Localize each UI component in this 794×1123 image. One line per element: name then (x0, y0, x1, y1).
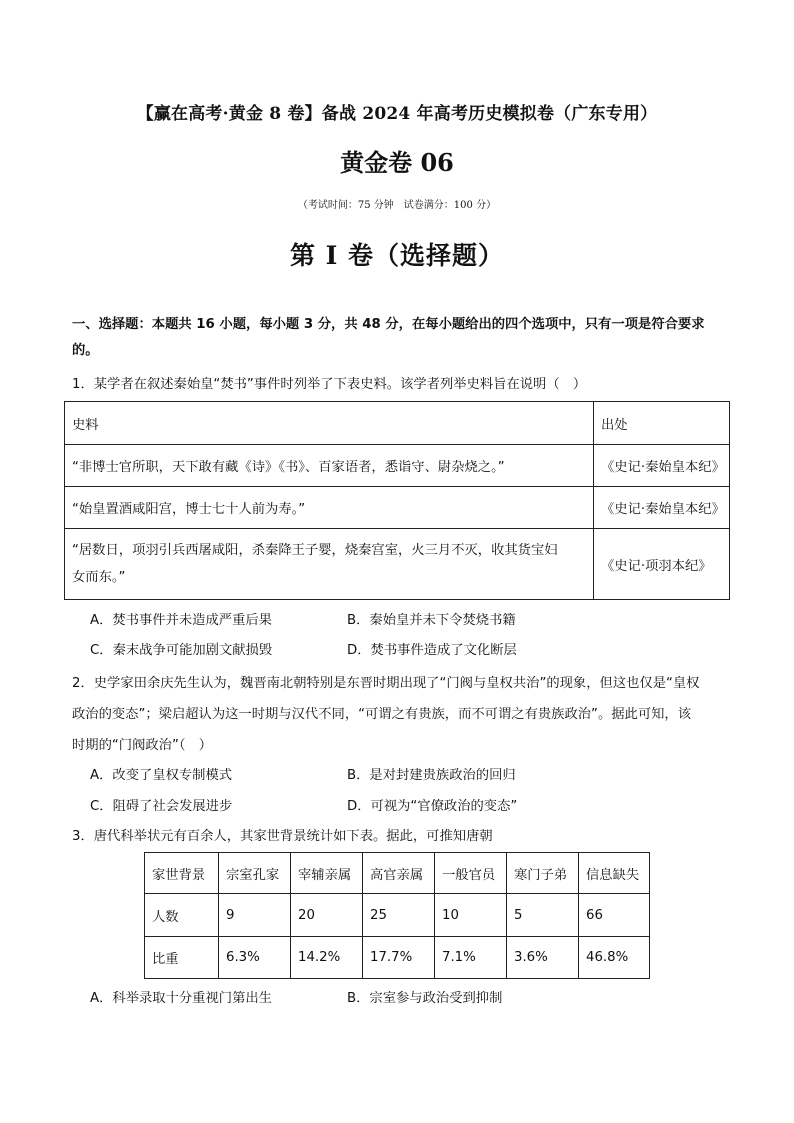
table-row (65, 445, 730, 487)
table-row (65, 529, 730, 600)
table-cell: 6.3% (219, 937, 291, 979)
table-row (65, 487, 730, 529)
section-title: 第 I 卷（选择题） (289, 241, 505, 270)
instructions (72, 312, 732, 364)
q2-stem-line-2: 政治的变态”；梁启超认为这一时期与汉代不同，“可谓之有贵族，而不可谓之有贵族政治”。据此可知，该 (72, 707, 692, 722)
q3-statistics-table (144, 852, 650, 979)
paper-title: 黄金卷 06 (340, 148, 454, 177)
q2-option-c: C．阻碍了社会发展进步 (90, 799, 233, 814)
table-header-cell: 史料 (65, 402, 594, 445)
table-cell: 14.2% (291, 937, 363, 979)
q1-option-d: D．焚书事件造成了文化断层 (347, 643, 517, 658)
table-header-row (65, 402, 730, 445)
exam-info: （考试时间：75 分钟 试卷满分：100 分） (297, 200, 497, 211)
instructions-line-1: 一、选择题：本题共 16 小题，每小题 3 分，共 48 分，在每小题给出的四个选项中，只有一项是符合要求 (72, 317, 705, 332)
table-header-cell: 家世背景 (145, 853, 219, 894)
table-cell-line: 女而东。” (72, 570, 126, 585)
instructions-line-2: 的。 (72, 343, 99, 358)
table-cell: 10 (435, 894, 507, 937)
table-cell: 人数 (145, 894, 219, 937)
table-cell: 《史记·秦始皇本纪》 (594, 445, 730, 487)
table-cell: 46.8% (579, 937, 650, 979)
table-cell: “始皇置酒咸阳宫，博士七十人前为寿。” (65, 487, 594, 529)
q1-source-table (64, 401, 730, 600)
table-cell: 17.7% (363, 937, 435, 979)
q2-option-d: D．可视为“官僚政治的变态” (347, 799, 518, 814)
q2-stem-line-3: 时期的“门阀政治”（ ） (72, 738, 213, 753)
table-header-cell: 一般官员 (435, 853, 507, 894)
q1-option-c: C．秦末战争可能加剧文献损毁 (90, 643, 273, 658)
table-cell (65, 529, 594, 600)
table-cell: 《史记·项羽本纪》 (594, 529, 730, 600)
q2-option-a: A．改变了皇权专制模式 (90, 768, 233, 783)
q1-option-a: A．焚书事件并未造成严重后果 (90, 613, 272, 628)
q2-stem-line-1: 2．史学家田余庆先生认为，魏晋南北朝特别是东晋时期出现了“门阀与皇权共治”的现象，但这也仅是“皇权 (72, 676, 700, 691)
table-header-cell: 宗室孔家 (219, 853, 291, 894)
table-row (145, 894, 650, 937)
table-cell: 7.1% (435, 937, 507, 979)
q3-stem: 3．唐代科举状元有百余人，其家世背景统计如下表。据此，可推知唐朝 (72, 829, 493, 844)
table-header-cell: 出处 (594, 402, 730, 445)
table-row (145, 937, 650, 979)
table-cell: 比重 (145, 937, 219, 979)
q2-option-b: B．是对封建贵族政治的回归 (347, 768, 516, 783)
table-header-cell: 信息缺失 (579, 853, 650, 894)
table-cell-line: “居数日，项羽引兵西屠咸阳，杀秦降王子婴，烧秦宫室，火三月不灭，收其货宝妇 (72, 543, 558, 558)
table-cell: 25 (363, 894, 435, 937)
table-cell: 《史记·秦始皇本纪》 (594, 487, 730, 529)
table-header-cell: 寒门子弟 (507, 853, 579, 894)
q1-option-b: B．秦始皇并未下令焚烧书籍 (347, 613, 516, 628)
table-header-cell: 高官亲属 (363, 853, 435, 894)
q3-option-a: A．科举录取十分重视门第出生 (90, 991, 272, 1006)
table-header-row (145, 853, 650, 894)
q1-stem: 1．某学者在叙述秦始皇“焚书”事件时列举了下表史料。该学者列举史料旨在说明（ ） (72, 377, 587, 392)
table-header-cell: 宰辅亲属 (291, 853, 363, 894)
table-cell: “非博士官所职，天下敢有藏《诗》《书》、百家语者，悉诣守、尉杂烧之。” (65, 445, 594, 487)
table-cell: 66 (579, 894, 650, 937)
table-cell: 9 (219, 894, 291, 937)
q2-stem (72, 668, 732, 761)
table-cell: 5 (507, 894, 579, 937)
q3-option-b: B．宗室参与政治受到抑制 (347, 991, 503, 1006)
document-header: 【赢在高考·黄金 8 卷】备战 2024 年高考历史模拟卷（广东专用） (136, 104, 658, 124)
table-cell: 20 (291, 894, 363, 937)
table-cell: 3.6% (507, 937, 579, 979)
